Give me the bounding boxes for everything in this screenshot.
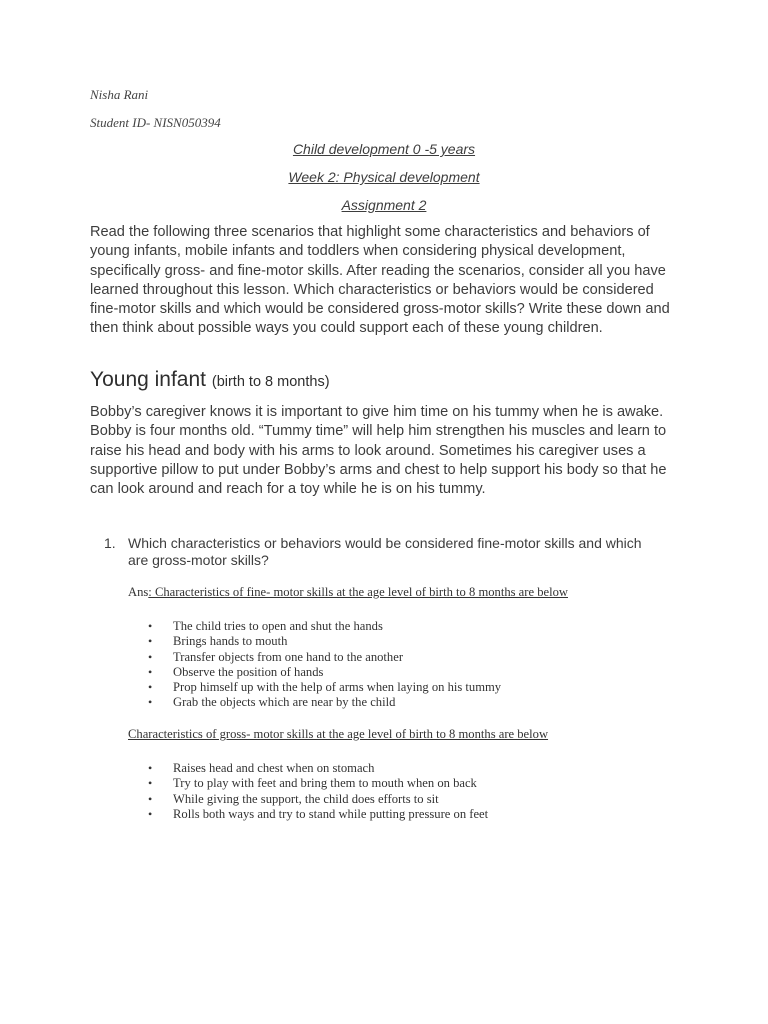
list-item: • Prop himself up with the help of arms when laying on his tummy bbox=[148, 680, 501, 695]
list-item: • The child tries to open and shut the hands bbox=[148, 619, 501, 634]
section-age-range: (birth to 8 months) bbox=[211, 374, 330, 390]
list-item: • Transfer objects from one hand to the another bbox=[148, 650, 501, 665]
question-text: Which characteristics or behaviors would be considered fine-motor skills and which are gross-motor skills? bbox=[128, 535, 642, 568]
list-item: • Grab the objects which are near by the child bbox=[148, 695, 501, 710]
question-number: 1. bbox=[104, 535, 116, 551]
list-item: • While giving the support, the child does efforts to sit bbox=[148, 792, 488, 807]
scenario-paragraph: Bobby’s caregiver knows it is important to give him time on his tummy when he is awake. Bobby is four months old. “Tummy time” will help him strengthen his muscles and learn to raise his head and body with his arms to look around. Sometimes his caregiver uses a supportive pillow to put under Bobby’s arms and chest to help support his body so that he can look around and reach for a toy while he is on his tummy. bbox=[90, 404, 667, 498]
list-item: • Rolls both ways and try to stand while putting pressure on feet bbox=[148, 807, 488, 822]
author-name: Nisha Rani bbox=[90, 87, 149, 102]
question-item bbox=[104, 535, 644, 568]
list-item: • Try to play with feet and bring them to mouth when on back bbox=[148, 776, 488, 791]
fine-motor-heading-text: : Characteristics of fine- motor skills at the age level of birth to 8 months are below bbox=[148, 585, 568, 599]
section-heading bbox=[90, 368, 330, 392]
list-item: • Raises head and chest when on stomach bbox=[148, 761, 488, 776]
gross-motor-list bbox=[148, 761, 488, 822]
week-title: Week 2: Physical development bbox=[288, 169, 480, 185]
answer-prefix: Ans bbox=[128, 585, 149, 599]
list-item: • Brings hands to mouth bbox=[148, 634, 501, 649]
student-id: Student ID- NISN050394 bbox=[90, 115, 221, 130]
gross-motor-heading: Characteristics of gross- motor skills at the age level of birth to 8 months are below bbox=[128, 727, 549, 741]
intro-paragraph: Read the following three scenarios that highlight some characteristics and behaviors of young infants, mobile infants and toddlers when considering physical development, specifically gross- and fine-motor skills. After reading the scenarios, consider all you have learned throughout this lesson. Which characteristics or behaviors would be considered fine-motor skills and which would be considered gross-motor skills? Write these down and then think about possible ways you could support each of these young children. bbox=[90, 224, 670, 337]
section-title: Young infant bbox=[90, 368, 207, 391]
assignment-title: Assignment 2 bbox=[341, 197, 427, 213]
fine-motor-heading bbox=[128, 585, 568, 600]
fine-motor-list bbox=[148, 619, 501, 711]
course-title: Child development 0 -5 years bbox=[292, 141, 476, 157]
list-item: • Observe the position of hands bbox=[148, 665, 501, 680]
